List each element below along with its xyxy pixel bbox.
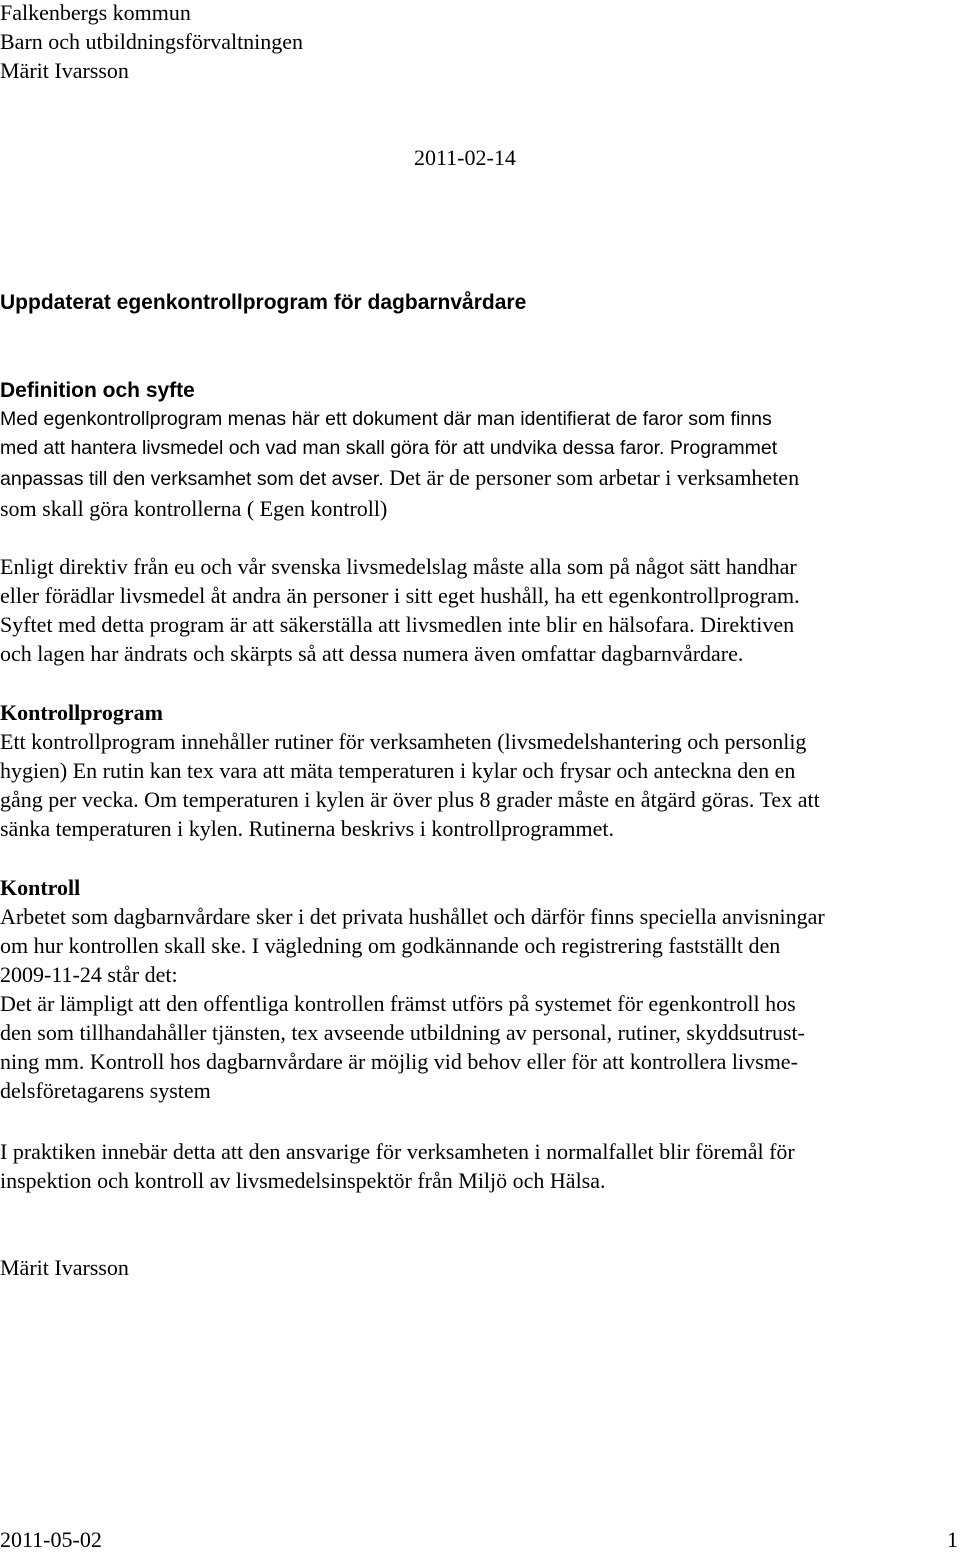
definition-section [0,376,960,523]
org-name: Falkenbergs kommun [0,0,191,25]
kontroll-line: ning mm. Kontroll hos dagbarnvårdare är möjlig vid behov eller för att kontrollera livsme- [0,1049,798,1074]
document-date: 2011-02-14 [414,145,516,170]
kontroll-heading: Kontroll [0,875,81,900]
kontroll-line: 2009-11-24 står det: [0,962,178,987]
page-number: 1 [947,1527,958,1552]
author-name: Märit Ivarsson [0,58,129,83]
document-title: Uppdaterat egenkontrollprogram för dagbarnvårdare [0,291,527,314]
directive-line: Enligt direktiv från eu och vår svenska livsmedelslag måste alla som på något sätt handhar [0,554,797,579]
signature: Märit Ivarsson [0,1255,129,1280]
kontroll-line: Arbetet som dagbarnvårdare sker i det privata hushållet och därför finns speciella anvisningar [0,904,825,929]
definition-line: med att hantera livsmedel och vad man skall göra för att undvika dessa faror. Programmet [0,437,778,459]
definition-line-sans-part: anpassas till den verksamhet som det avser. [0,468,384,490]
kontroll-line: Det är lämpligt att den offentliga kontrollen främst utförs på systemet för egenkontroll hos [0,991,796,1016]
definition-heading: Definition och syfte [0,379,195,402]
kontroll-line: om hur kontrollen skall ske. I vägledning om godkännande och registrering fastställt den [0,933,781,958]
header-block [0,0,960,85]
kontroll-line: den som tillhandahåller tjänsten, tex avseende utbildning av personal, rutiner, skyddsutrust- [0,1020,805,1045]
practice-line: I praktiken innebär detta att den ansvarige för verksamheten i normalfallet blir föremål för [0,1139,795,1164]
directive-paragraph [0,552,960,668]
definition-line [0,463,960,494]
kontroll-line: delsföretagarens system [0,1078,211,1103]
footer-date: 2011-05-02 [0,1527,102,1552]
kontrollprogram-line: sänka temperaturen i kylen. Rutinerna beskrivs i kontrollprogrammet. [0,816,615,841]
definition-line: Med egenkontrollprogram menas här ett dokument där man identifierat de faror som finns [0,408,772,430]
directive-line: eller förädlar livsmedel åt andra än personer i sitt eget hushåll, ha ett egenkontrollprogram. [0,583,800,608]
practice-paragraph [0,1137,960,1195]
department-name: Barn och utbildningsförvaltningen [0,29,304,54]
directive-line: Syftet med detta program är att säkerställa att livsmedlen inte blir en hälsofara. Direktiven [0,612,795,637]
directive-line: och lagen har ändrats och skärpts så att dessa numera även omfattar dagbarnvårdare. [0,641,744,666]
definition-line-serif-part: Det är de personer som arbetar i verksamheten [383,465,800,490]
kontrollprogram-line: gång per vecka. Om temperaturen i kylen är över plus 8 grader måste en åtgärd göras. Tex att [0,787,820,812]
definition-line: som skall göra kontrollerna ( Egen kontroll) [0,496,388,521]
kontrollprogram-line: Ett kontrollprogram innehåller rutiner för verksamheten (livsmedelshantering och personlig [0,729,807,754]
kontroll-section [0,873,960,1105]
kontrollprogram-heading: Kontrollprogram [0,700,163,725]
kontrollprogram-line: hygien) En rutin kan tex vara att mäta temperaturen i kylar och frysar och anteckna den en [0,758,796,783]
practice-line: inspektion och kontroll av livsmedelsinspektör från Miljö och Hälsa. [0,1168,606,1193]
kontrollprogram-section [0,698,960,843]
